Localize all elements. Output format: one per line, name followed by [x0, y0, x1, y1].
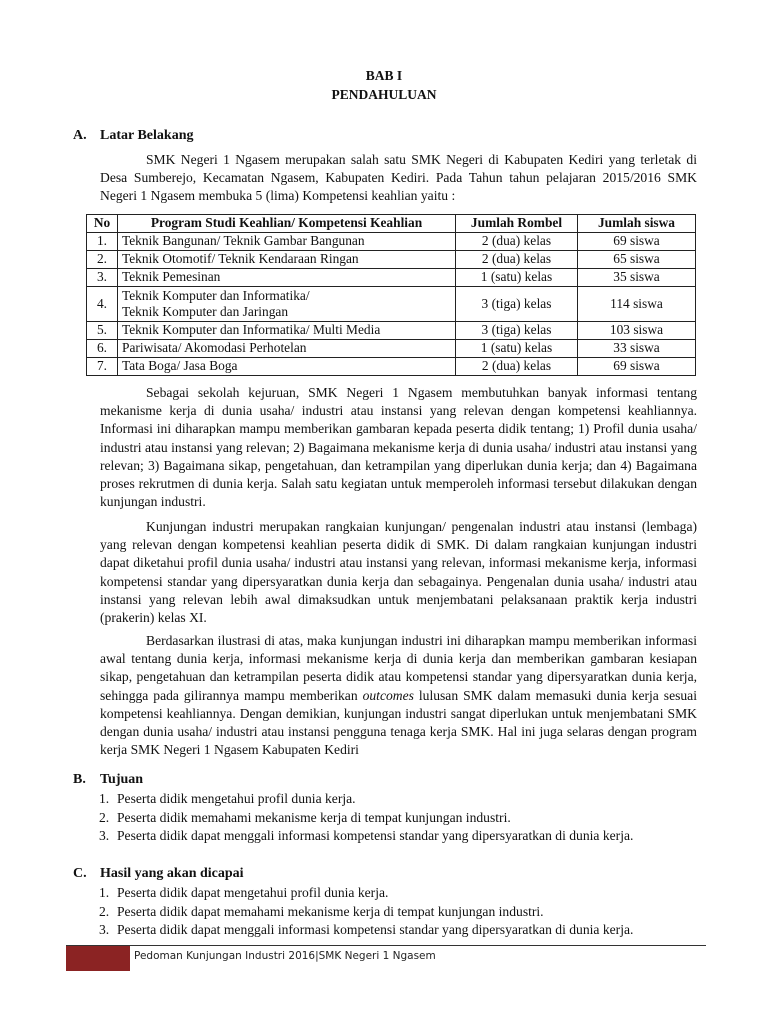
paragraph-4-emphasis: outcomes — [362, 687, 414, 703]
section-c-letter: C. — [73, 866, 87, 881]
hasil-list — [99, 884, 633, 940]
cell-program-line2: Teknik Komputer dan Jaringan — [122, 304, 289, 319]
cell-program-line1: Teknik Komputer dan Informatika/ — [122, 287, 310, 303]
list-item-text: Peserta didik dapat mengetahui profil dunia kerja. — [117, 885, 389, 900]
cell-program — [118, 287, 456, 322]
section-b-heading — [73, 772, 143, 788]
chapter-title: PENDAHULUAN — [331, 87, 437, 102]
paragraph-4-text-b: lulusan SMK dalam memasuki dunia kerja sesuai kompetensi keahliannya. Dengan demikian, kunjungan industri sangat diperlukan untuk menjembatani SMK dengan dunia usaha/ industri atau instansi pengguna tenaga kerja SMK. Hal ini juga selaras dengan program kerja SMK Negeri 1 Ngasem Kabupaten Kediri — [100, 687, 697, 758]
cell-no: 1. — [87, 233, 118, 251]
program-table — [86, 214, 696, 376]
cell-rombel: 2 (dua) kelas — [456, 358, 578, 376]
cell-rombel: 2 (dua) kelas — [456, 233, 578, 251]
cell-siswa: 103 siswa — [578, 322, 696, 340]
paragraph-3-text: Kunjungan industri merupakan rangkaian kunjungan/ pengenalan industri atau instansi (lembaga) yang relevan dengan kompetensi keahlian peserta didik di SMK. Di dalam rangkaian kunjungan industri dapat diketahui profil dunia usaha/ industri atau instansi yang relevan, informasi mekanisme kerja, informasi kompetensi standar yang dipersyaratkan dunia kerja dan sebagainya. Pengenalan dunia usaha/ industri atau instansi yang relevan lebih awal dimaksudkan untuk menjembatani pelaksanaan praktik kerja industri (prakerin) kelas XI. — [100, 519, 697, 626]
table-header-row — [87, 215, 696, 233]
list-item — [99, 884, 633, 903]
cell-program: Pariwisata/ Akomodasi Perhotelan — [118, 340, 456, 358]
cell-rombel: 1 (satu) kelas — [456, 269, 578, 287]
list-item-text: Peserta didik dapat memahami mekanisme kerja di tempat kunjungan industri. — [117, 903, 544, 919]
paragraph-4 — [100, 632, 697, 759]
section-c-heading — [73, 866, 244, 882]
list-item — [99, 809, 633, 828]
footer-text: Pedoman Kunjungan Industri 2016|SMK Negeri 1 Ngasem — [134, 950, 436, 962]
list-item-text: Peserta didik dapat menggali informasi kompetensi standar yang dipersyaratkan di dunia kerja. — [117, 922, 634, 938]
cell-program: Teknik Otomotif/ Teknik Kendaraan Ringan — [118, 251, 456, 269]
section-c-title: Hasil yang akan dicapai — [100, 866, 244, 881]
section-b-letter: B. — [73, 772, 86, 787]
cell-siswa: 69 siswa — [578, 358, 696, 376]
list-item-text: Peserta didik memahami mekanisme kerja di tempat kunjungan industri. — [117, 809, 511, 825]
list-item-number: 1. — [99, 791, 110, 806]
table-row — [87, 340, 696, 358]
section-a-letter: A. — [73, 128, 87, 143]
cell-no: 6. — [87, 340, 118, 358]
list-item-text: Peserta didik dapat menggali informasi kompetensi standar yang dipersyaratkan di dunia kerja. — [117, 828, 634, 844]
cell-no: 7. — [87, 358, 118, 376]
list-item-number: 3. — [99, 922, 110, 938]
section-b-title: Tujuan — [100, 772, 144, 787]
table-row — [87, 233, 696, 251]
cell-program: Tata Boga/ Jasa Boga — [118, 358, 456, 376]
paragraph-2 — [100, 384, 697, 511]
list-item — [99, 921, 633, 940]
paragraph-3 — [100, 518, 697, 627]
table-row — [87, 251, 696, 269]
cell-no: 4. — [87, 287, 118, 322]
cell-siswa: 65 siswa — [578, 251, 696, 269]
footer-accent-block — [66, 946, 130, 971]
tujuan-list — [99, 790, 633, 846]
cell-program: Teknik Bangunan/ Teknik Gambar Bangunan — [118, 233, 456, 251]
cell-rombel: 3 (tiga) kelas — [456, 322, 578, 340]
cell-no: 2. — [87, 251, 118, 269]
footer-rule — [66, 945, 706, 946]
list-item — [99, 827, 633, 846]
cell-siswa: 114 siswa — [578, 287, 696, 322]
list-item-number: 1. — [99, 885, 110, 900]
list-item-number: 3. — [99, 828, 110, 844]
cell-program: Teknik Komputer dan Informatika/ Multi Media — [118, 322, 456, 340]
cell-siswa: 69 siswa — [578, 233, 696, 251]
chapter-label: BAB I — [365, 68, 403, 83]
section-a-title: Latar Belakang — [100, 128, 194, 143]
intro-paragraph — [100, 151, 697, 206]
list-item — [99, 790, 633, 809]
table-row — [87, 358, 696, 376]
table-row — [87, 322, 696, 340]
cell-no: 3. — [87, 269, 118, 287]
cell-program: Teknik Pemesinan — [118, 269, 456, 287]
list-item-text: Peserta didik mengetahui profil dunia kerja. — [117, 791, 356, 806]
table-row — [87, 269, 696, 287]
table-row — [87, 287, 696, 322]
intro-text: SMK Negeri 1 Ngasem merupakan salah satu SMK Negeri di Kabupaten Kediri yang terletak di Desa Sumberejo, Kecamatan Ngasem, Kabupaten Kediri. Pada Tahun tahun pelajaran 2015/2016 SMK Negeri 1 Ngasem membuka 5 (lima) Kompetensi keahlian yaitu : — [100, 152, 697, 204]
list-item — [99, 903, 633, 922]
cell-no: 5. — [87, 322, 118, 340]
paragraph-2-text: Sebagai sekolah kejuruan, SMK Negeri 1 Ngasem membutuhkan banyak informasi tentang mekanisme kerja di dunia usaha/ industri atau instansi yang relevan dengan kompetensi keahliannya. Informasi ini diharapkan mampu memberikan gambaran kepada peserta didik tentang; 1) Profil dunia usaha/ industri atau instansi yang relevan; 2) Bagaimana mekanisme kerja di dunia usaha/ industri atau instansi yang relevan; 3) Bagaimana sikap, pengetahuan, dan ketrampilan yang diperlukan dunia kerja; dan 4) Bagaimana proses rekrutmen di dunia kerja. Salah satu kegiatan untuk memperoleh informasi tersebut dilakukan dengan kunjungan industri. — [100, 385, 697, 510]
cell-rombel: 3 (tiga) kelas — [456, 287, 578, 322]
cell-rombel: 1 (satu) kelas — [456, 340, 578, 358]
cell-siswa: 33 siswa — [578, 340, 696, 358]
header-siswa: Jumlah siswa — [578, 215, 696, 233]
list-item-number: 2. — [99, 809, 110, 825]
list-item-number: 2. — [99, 903, 110, 919]
header-rombel: Jumlah Rombel — [456, 215, 578, 233]
paragraph-4-text-a: Berdasarkan ilustrasi di atas, maka kunjungan industri ini diharapkan mampu memberikan informasi awal tentang dunia kerja, informasi mekanisme kerja di dunia kerja dan memberikan gambaran kesiapan sikap, pengetahuan dan ketrampilan peserta didik atau kompetensi standar yang dipersyaratkan dunia kerja, sehingga pada gilirannya mampu memberikan — [100, 633, 697, 703]
cell-siswa: 35 siswa — [578, 269, 696, 287]
header-program: Program Studi Keahlian/ Kompetensi Keahlian — [118, 215, 456, 233]
header-no: No — [87, 215, 118, 233]
cell-rombel: 2 (dua) kelas — [456, 251, 578, 269]
section-a-heading — [73, 128, 193, 144]
